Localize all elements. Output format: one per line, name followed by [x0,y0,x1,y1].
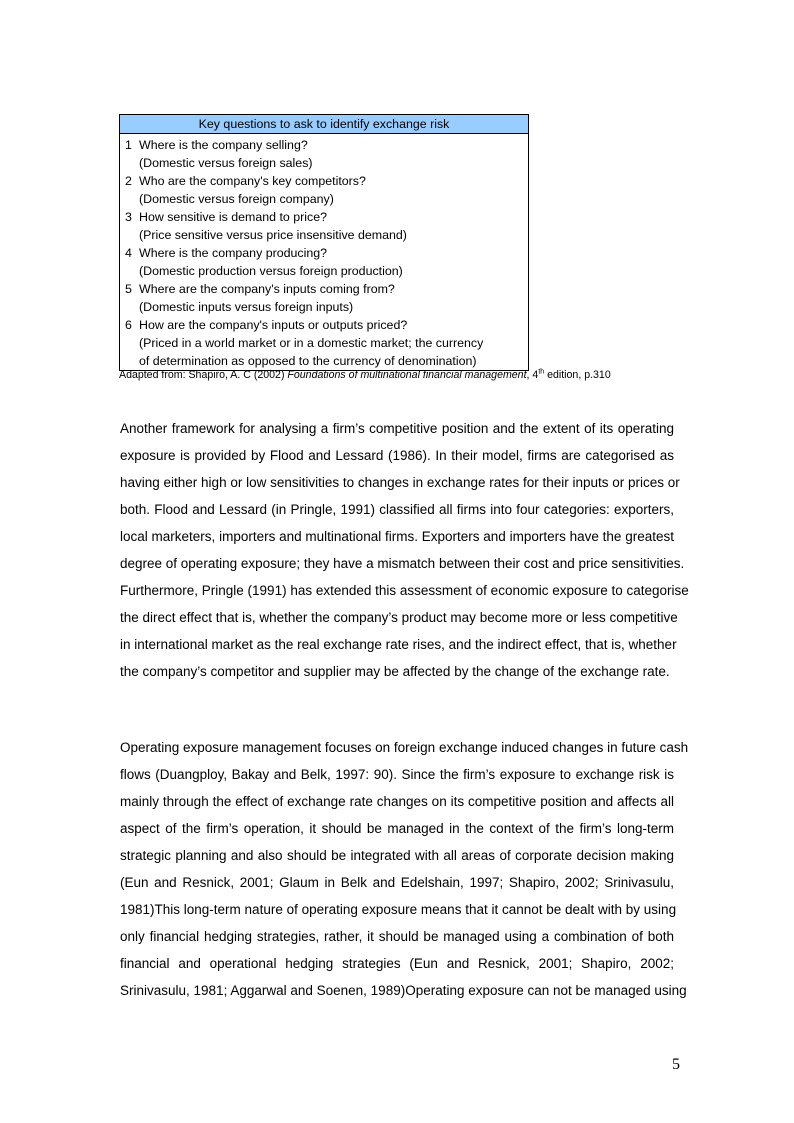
body-paragraph-1 [120,415,689,685]
question-detail: (Domestic production versus foreign production) [139,264,403,278]
exhibit-title: Key questions to ask to identify exchange risk [120,115,528,134]
text-line: only financial hedging strategies, rather, it should be managed using a combination of both [120,929,674,944]
text-line: the company’s competitor and supplier may be affected by the change of the exchange rate. [120,664,670,679]
text-line: in international market as the real exchange rate rises, and the indirect effect, that is, whether [120,637,677,652]
source-suffix: edition, p.310 [544,369,611,381]
question-number: 2 [125,174,132,188]
question-detail: (Domestic inputs versus foreign inputs) [139,300,354,314]
text-line: aspect of the firm’s operation, it should be managed in the context of the firm’s long-term [120,821,674,836]
question-number: 1 [125,138,132,152]
text-line: having either high or low sensitivities to changes in exchange rates for their inputs or prices or [120,475,680,490]
question-number: 3 [125,210,132,224]
question-number: 4 [125,246,132,260]
text-line: strategic planning and also should be integrated with all areas of corporate decision making [120,848,674,863]
exhibit-source-caption [119,368,611,382]
text-line: the direct effect that is, whether the company’s product may become more or less competitive [120,610,678,625]
text-line: local marketers, importers and multinational firms. Exporters and importers have the greatest [120,529,674,544]
question-text: Where are the company's inputs coming from? [139,282,395,296]
question-5 [125,280,528,298]
question-number: 6 [125,318,132,332]
question-2 [125,172,528,190]
question-1 [125,136,528,154]
question-number: 5 [125,282,132,296]
question-6 [125,316,528,334]
page-number: 5 [672,1056,680,1073]
exhibit-table [119,114,529,371]
text-line: (Eun and Resnick, 2001; Glaum in Belk and Edelshain, 1997; Shapiro, 2002; Srinivasulu, [120,875,674,890]
text-line: exposure is provided by Flood and Lessard (1986). In their model, firms are categorised as [120,448,674,463]
question-detail: of determination as opposed to the currency of denomination) [139,354,477,368]
question-detail: (Domestic versus foreign sales) [139,156,313,170]
text-line: Srinivasulu, 1981; Aggarwal and Soenen, 1989)Operating exposure can not be managed using [120,983,687,998]
text-line: Another framework for analysing a firm’s competitive position and the extent of its operating [120,421,674,436]
question-3 [125,208,528,226]
question-text: Where is the company producing? [139,246,328,260]
question-text: Who are the company's key competitors? [139,174,366,188]
text-line: 1981)This long-term nature of operating exposure means that it cannot be dealt with by using [120,902,677,917]
text-line: both. Flood and Lessard (in Pringle, 1991) classified all firms into four categories: exporters, [120,502,674,517]
question-text: How sensitive is demand to price? [139,210,328,224]
question-text: Where is the company selling? [139,138,308,152]
source-book-title: Foundations of multinational financial management [287,369,527,381]
question-detail: (Domestic versus foreign company) [139,192,334,206]
text-line: Furthermore, Pringle (1991) has extended this assessment of economic exposure to categorise [120,583,689,598]
question-4 [125,244,528,262]
text-line: financial and operational hedging strategies (Eun and Resnick, 2001; Shapiro, 2002; [120,956,674,971]
exhibit-questions [120,134,528,370]
source-edition: , 4 [526,369,539,381]
question-detail: (Priced in a world market or in a domestic market; the currency [139,336,484,350]
question-detail: (Price sensitive versus price insensitive demand) [139,228,407,242]
source-edition-superscript: th [538,368,545,376]
body-paragraph-2 [120,734,689,1004]
text-line: degree of operating exposure; they have a mismatch between their cost and price sensitivities. [120,556,685,571]
text-line: mainly through the effect of exchange rate changes on its competitive position and affects all [120,794,674,809]
text-line: flows (Duangploy, Bakay and Belk, 1997: 90). Since the firm’s exposure to exchange risk is [120,767,674,782]
source-prefix: Adapted from: Shapiro, A. C (2002) [119,369,288,381]
question-text: How are the company's inputs or outputs priced? [139,318,408,332]
text-line: Operating exposure management focuses on foreign exchange induced changes in future cash [120,740,689,755]
